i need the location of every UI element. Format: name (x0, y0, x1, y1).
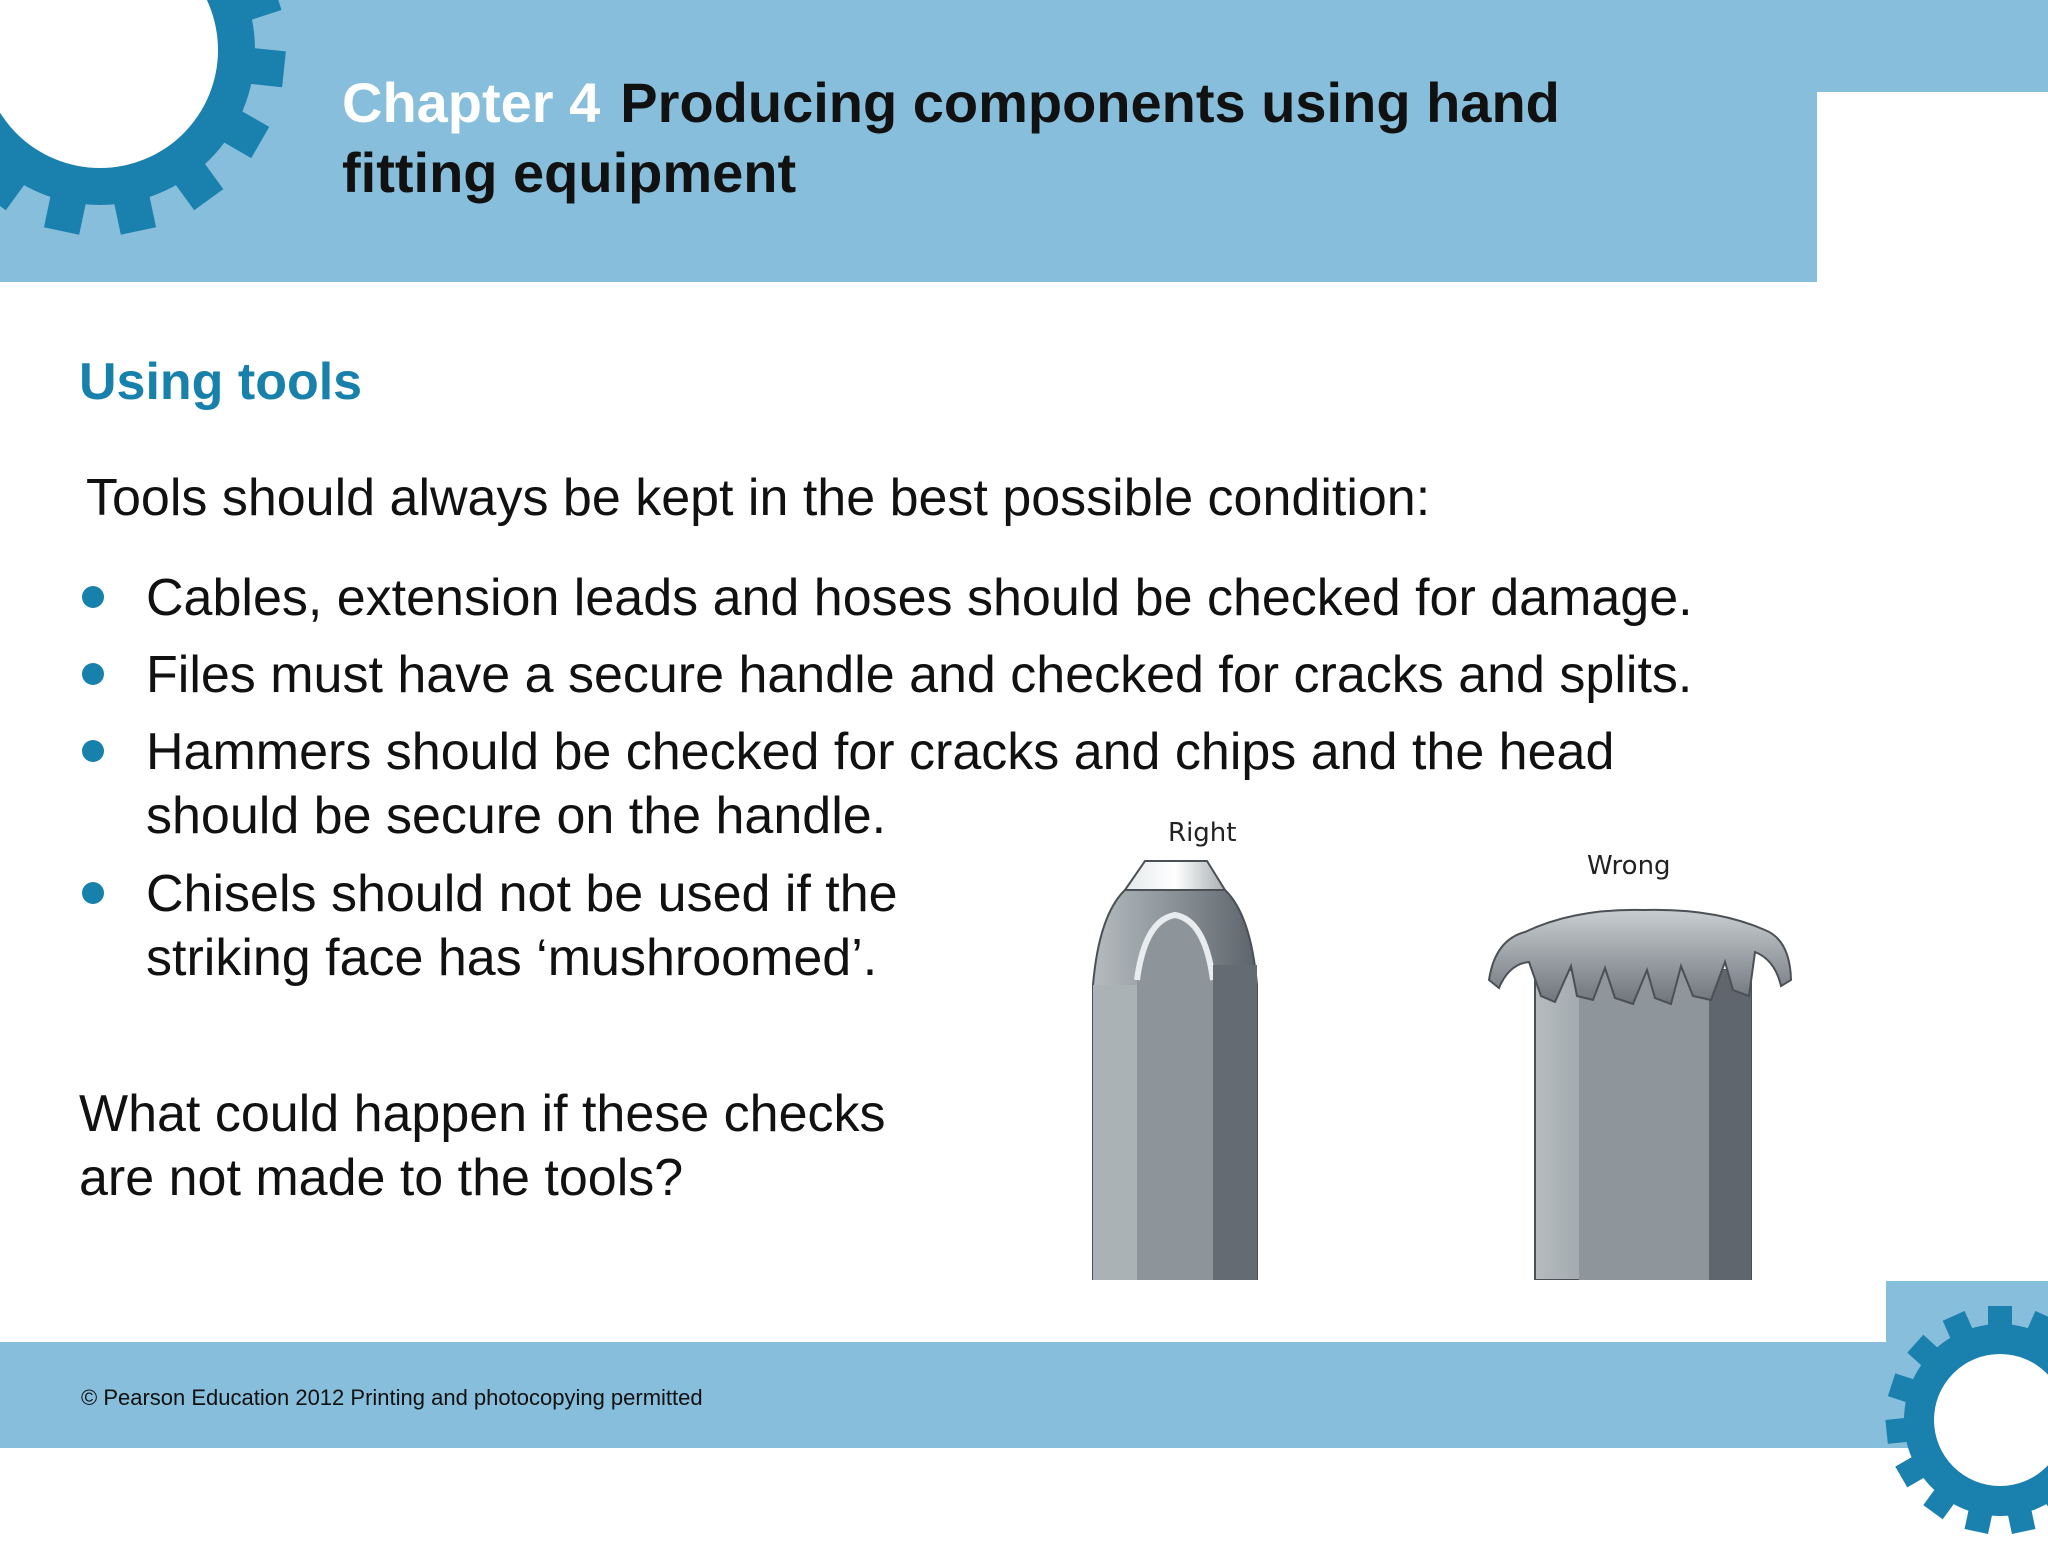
list-item (146, 643, 1692, 707)
bullet-text: Chisels should not be used if the (146, 865, 898, 923)
figure-label-right: Right (1168, 818, 1237, 848)
bullet-icon (82, 586, 104, 608)
discussion-question (79, 1082, 979, 1210)
question-line-2: are not made to the tools? (79, 1149, 684, 1207)
bullet-text-continued: should be secure on the handle. (146, 787, 887, 845)
gear-icon (0, 0, 320, 270)
title-line-2: fitting equipment (342, 141, 797, 204)
gear-icon (1870, 1290, 2048, 1550)
chisel-mushroomed-illustration (1485, 900, 1795, 1280)
question-line-1: What could happen if these checks (79, 1085, 886, 1143)
bullet-text-continued: striking face has ‘mushroomed’. (146, 929, 878, 987)
list-item (146, 720, 1614, 848)
section-heading: Using tools (79, 353, 363, 411)
list-item (146, 566, 1693, 630)
slide-title (342, 68, 1722, 208)
copyright-notice: © Pearson Education 2012 Printing and photocopying permitted (81, 1385, 703, 1410)
bullet-text: Cables, extension leads and hoses should be checked for damage. (146, 569, 1693, 627)
chisel-correct-illustration (1085, 855, 1325, 1280)
list-item (146, 862, 898, 990)
bullet-text: Hammers should be checked for cracks and chips and the head (146, 723, 1615, 781)
bullet-icon (82, 882, 104, 904)
chapter-label: Chapter 4 (342, 71, 601, 134)
bullet-text: Files must have a secure handle and checked for cracks and splits. (146, 646, 1693, 704)
bullet-icon (82, 740, 104, 762)
figure-label-wrong: Wrong (1587, 851, 1671, 881)
intro-text: Tools should always be kept in the best possible condition: (86, 469, 1431, 527)
title-line-1: Producing components using hand (620, 71, 1560, 134)
bullet-icon (82, 663, 104, 685)
